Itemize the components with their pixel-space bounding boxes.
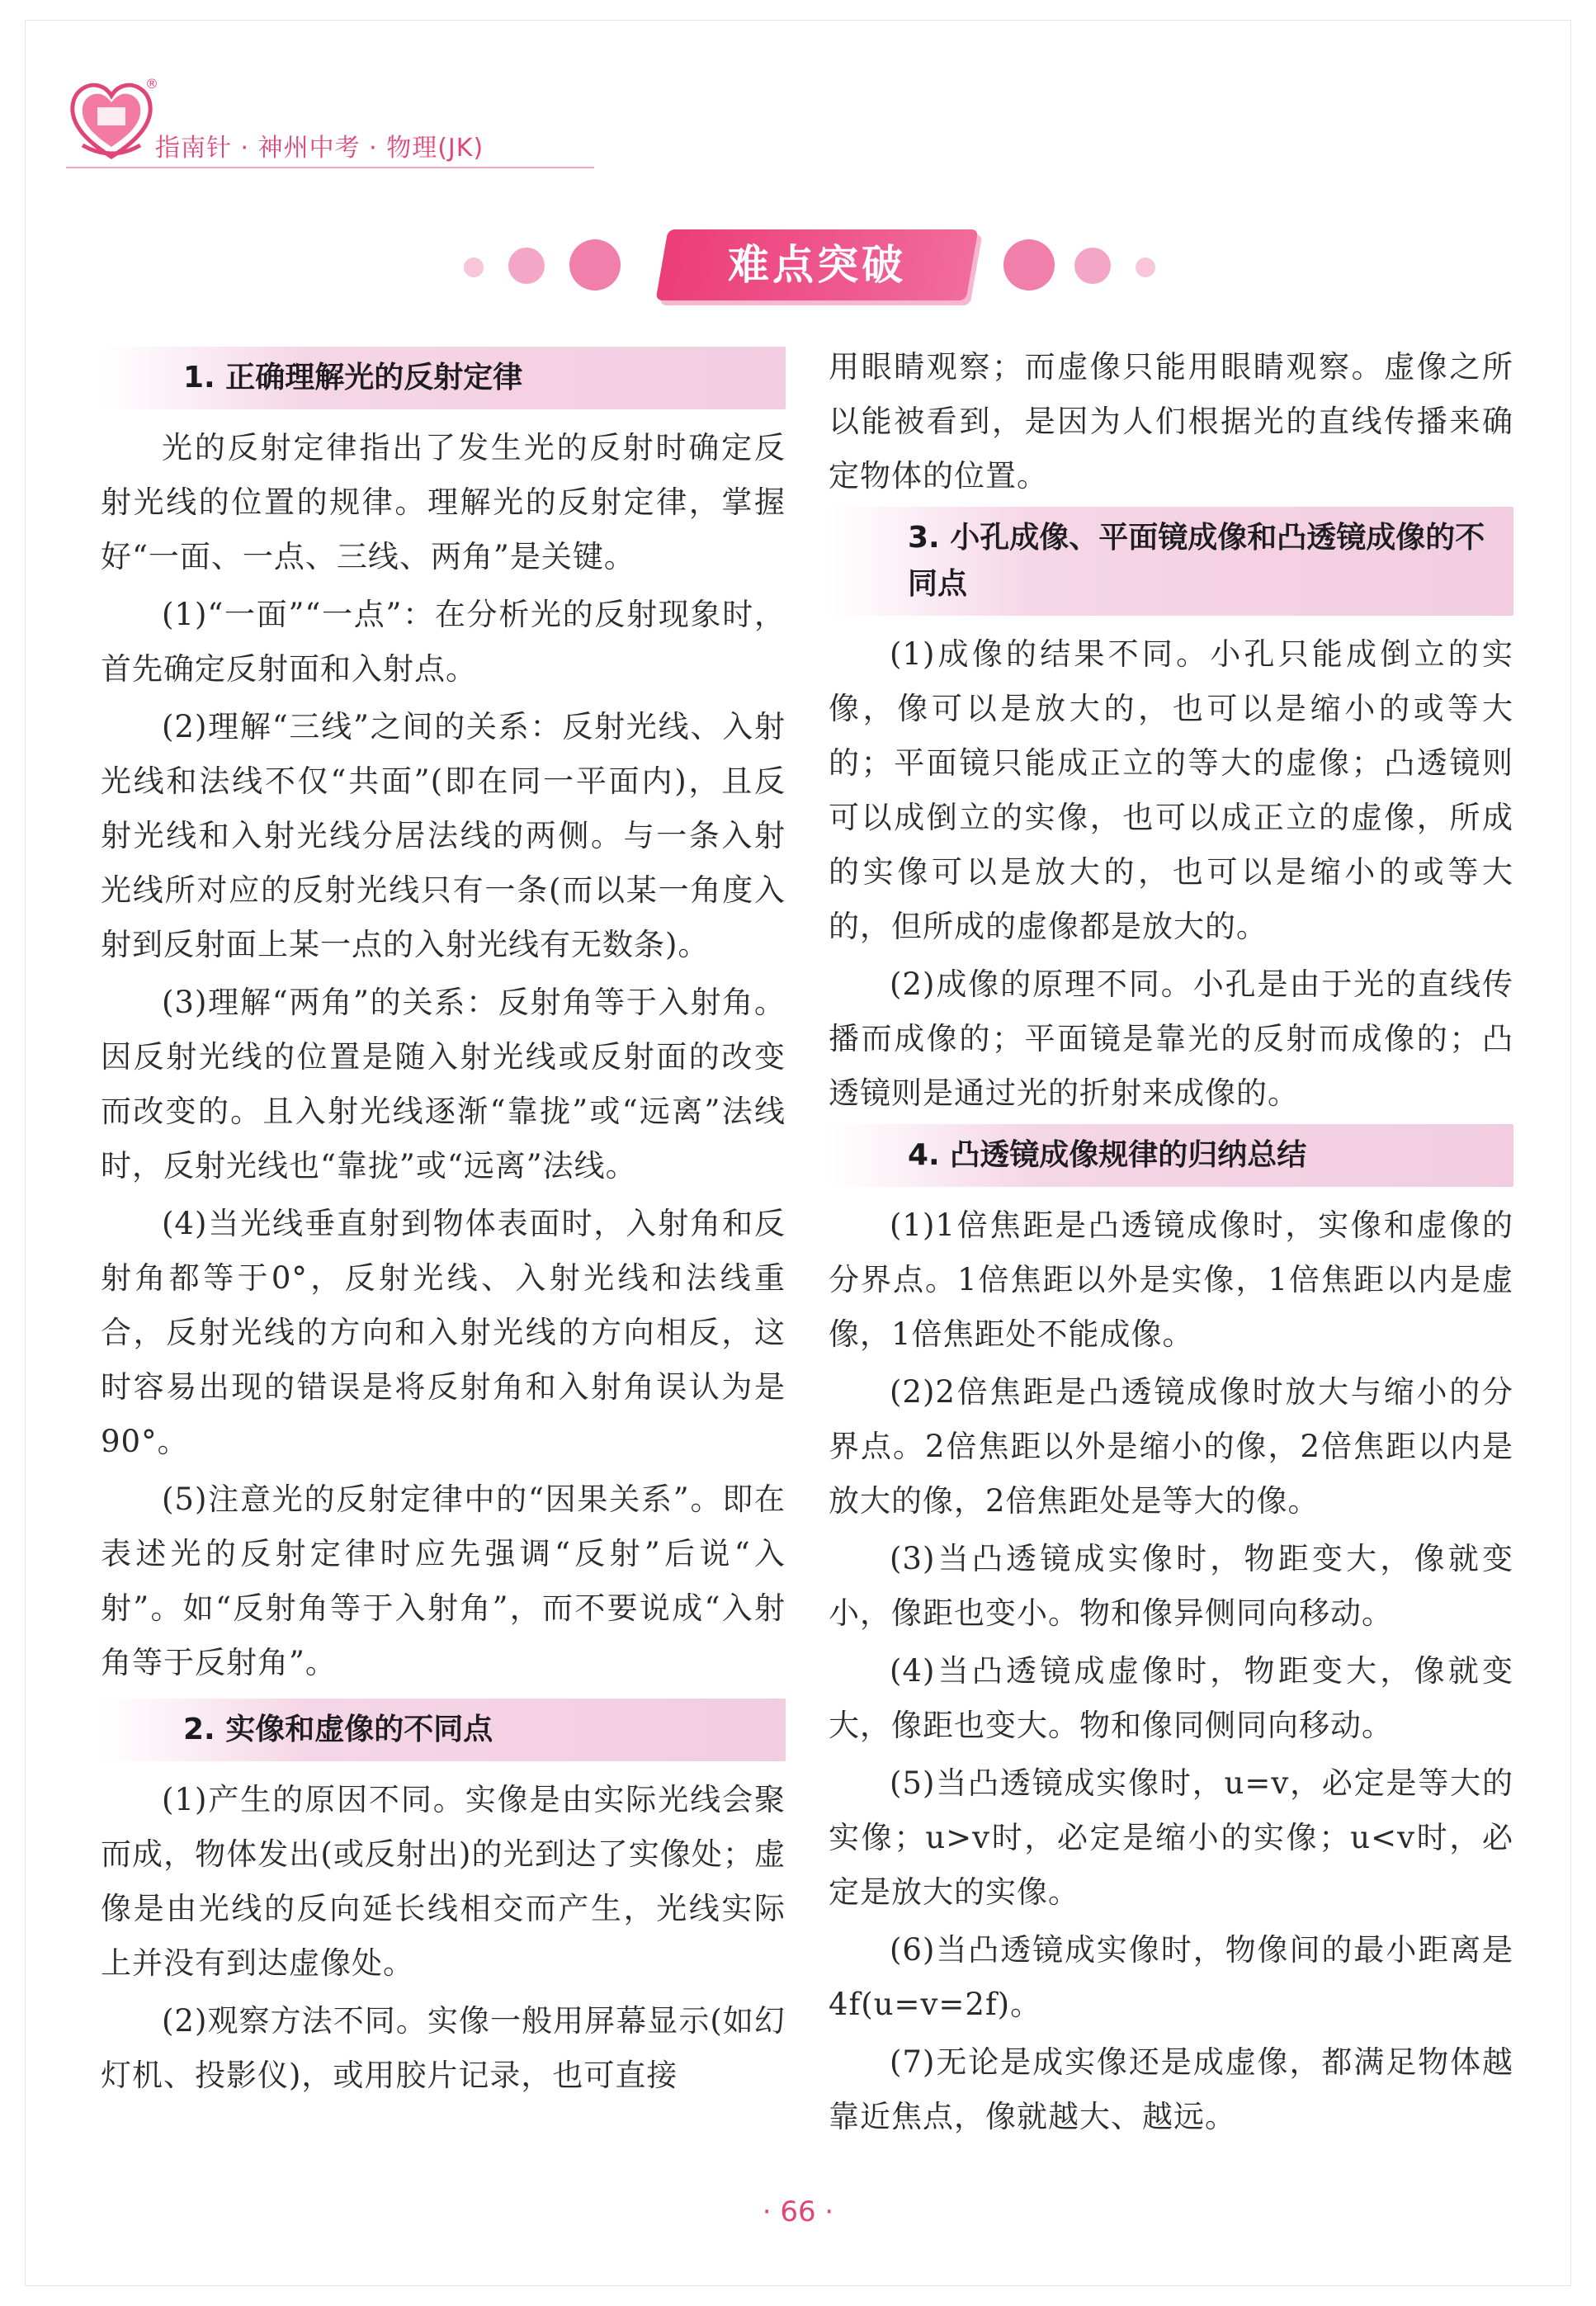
paragraph: (5)当凸透镜成实像时，u=v，必定是等大的实像；u>v时，必定是缩小的实像；u<v时，必定是放大的实像。 <box>829 1765 1513 1910</box>
paragraph: (2)成像的原理不同。小孔是由于光的直线传播而成像的；平面镜是靠光的反射而成像的；凸透镜则是通过光的折射来成像的。 <box>829 966 1513 1111</box>
paragraph: (3)理解“两角”的关系：反射角等于入射角。因反射光线的位置是随入射光线或反射面的改变而改变的。且入射光线逐渐“靠拢”或“远离”法线时，反射光线也“靠拢”或“远离”法线。 <box>101 985 786 1184</box>
section-heading-2: 2. 实像和虚像的不同点 <box>101 1699 786 1761</box>
paragraph: (2)观察方法不同。实像一般用屏幕显示(如幻灯机、投影仪)，或用胶片记录，也可直接 <box>101 2003 786 2093</box>
section-heading-4: 4. 凸透镜成像规律的归纳总结 <box>829 1124 1513 1187</box>
paragraph: (1)“一面”“一点”：在分析光的反射现象时，首先确定反射面和入射点。 <box>101 597 786 687</box>
paragraph: (3)当凸透镜成实像时，物距变大，像就变小，像距也变小。物和像异侧同向移动。 <box>829 1541 1513 1631</box>
registered-mark: ® <box>145 76 158 92</box>
header-divider <box>66 167 594 168</box>
paragraph: 光的反射定律指出了发生光的反射时确定反射光线的位置的规律。理解光的反射定律，掌握好“一面、一点、三线、两角”是关键。 <box>101 430 786 574</box>
paragraph: (1)1倍焦距是凸透镜成像时，实像和虚像的分界点。1倍焦距以外是实像，1倍焦距以内是虚像，1倍焦距处不能成像。 <box>829 1207 1513 1352</box>
paragraph: (1)成像的结果不同。小孔只能成倒立的实像，像可以是放大的，也可以是缩小的或等大的；平面镜只能成正立的等大的虚像；凸透镜则可以成倒立的实像，也可以成正立的虚像，所成的实像可以是放大的，也可以是缩小的或等大的，但所成的虚像都是放大的。 <box>829 636 1513 944</box>
section-heading-3: 3. 小孔成像、平面镜成像和凸透镜成像的不同点 <box>829 507 1513 616</box>
decor-dot <box>464 258 484 277</box>
right-column <box>829 340 1513 2148</box>
paragraph: (4)当凸透镜成虚像时，物距变大，像就变大，像距也变大。物和像同侧同向移动。 <box>829 1653 1513 1743</box>
section-heading-1: 1. 正确理解光的反射定律 <box>101 347 786 409</box>
decor-dot <box>1074 248 1111 284</box>
paragraph: (1)产生的原因不同。实像是由实际光线会聚而成，物体发出(或反射出)的光到达了实像处；虚像是由光线的反向延长线相交而产生，光线实际上并没有到达虚像处。 <box>101 1782 786 1981</box>
paragraph: (7)无论是成实像还是成虚像，都满足物体越靠近焦点，像就越大、越远。 <box>829 2044 1513 2134</box>
decor-dot <box>1136 258 1155 277</box>
paragraph: (5)注意光的反射定律中的“因果关系”。即在表述光的反射定律时应先强调“反射”后说“入射”。如“反射角等于入射角”，而不要说成“入射角等于反射角”。 <box>101 1481 786 1680</box>
page-number: · 66 · <box>762 2195 834 2228</box>
banner-title: 难点突破 <box>728 241 906 289</box>
decor-dot <box>1003 239 1055 291</box>
paragraph: (6)当凸透镜成实像时，物像间的最小距离是4f(u=v=2f)。 <box>829 1932 1513 2022</box>
page-header <box>66 66 594 173</box>
paragraph: (2)理解“三线”之间的关系：反射光线、入射光线和法线不仅“共面”(即在同一平面内)，且反射光线和入射光线分居法线的两侧。与一条入射光线所对应的反射光线只有一条(而以某一角度入射到反射面上某一点的入射光线有无数条)。 <box>101 709 786 962</box>
paragraph: (2)2倍焦距是凸透镜成像时放大与缩小的分界点。2倍焦距以外是缩小的像，2倍焦距以内是放大的像，2倍焦距处是等大的像。 <box>829 1374 1513 1519</box>
left-column <box>101 347 786 2106</box>
section-banner <box>446 221 1155 312</box>
decor-dot <box>508 248 545 284</box>
heart-shield-icon <box>66 76 157 167</box>
decor-dot <box>569 239 621 291</box>
publisher-logo <box>66 76 157 167</box>
paragraph-continued: 用眼睛观察；而虚像只能用眼睛观察。虚像之所以能被看到，是因为人们根据光的直线传播来确定物体的位置。 <box>829 349 1513 494</box>
paragraph: (4)当光线垂直射到物体表面时，入射角和反射角都等于0°，反射光线、入射光线和法线重合，反射光线的方向和入射光线的方向相反，这时容易出现的错误是将反射角和入射角误认为是90°。 <box>101 1206 786 1459</box>
series-title: 指南针 · 神州中考 · 物理(JK) <box>155 134 484 163</box>
